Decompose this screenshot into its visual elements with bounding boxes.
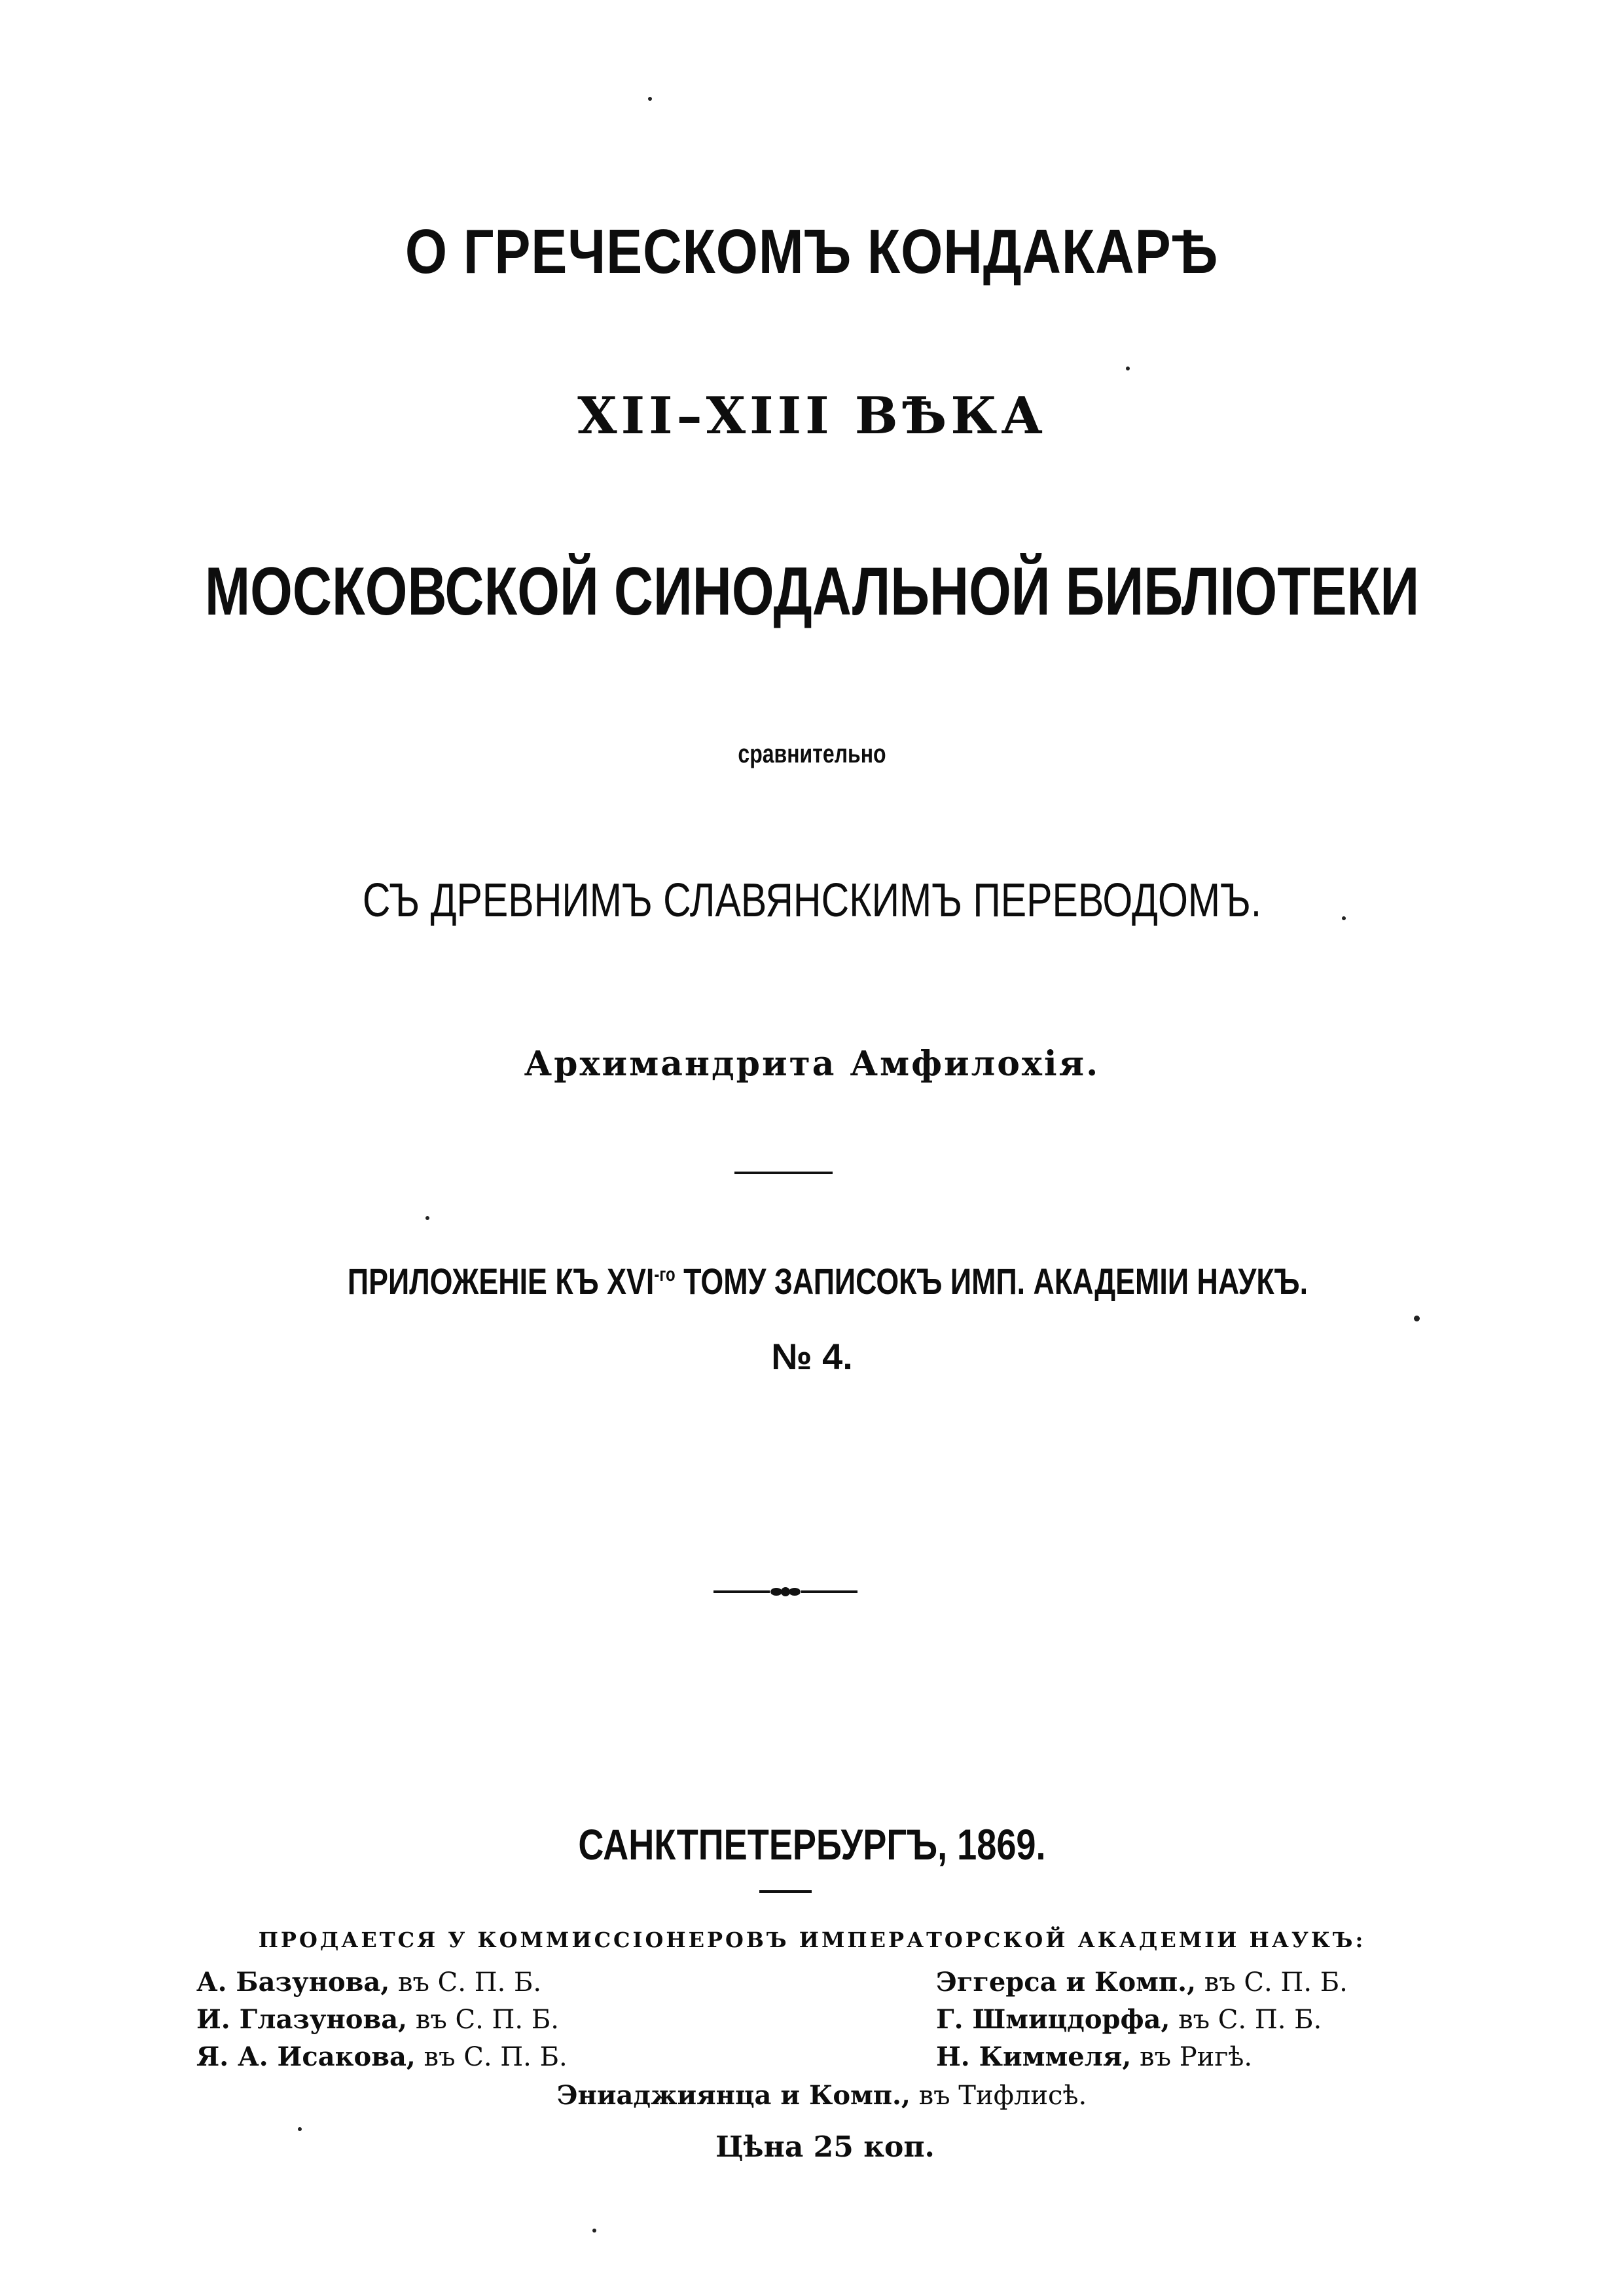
ornament-divider-icon xyxy=(713,1584,857,1600)
seller-name: Н. Киммеля, xyxy=(936,2041,1132,2072)
scan-speck xyxy=(298,2127,302,2131)
scan-speck xyxy=(425,1216,429,1220)
seller-place: въ С. П. Б. xyxy=(415,2042,568,2072)
seller-place: въ Тифлисѣ. xyxy=(910,2081,1087,2111)
seller-entry xyxy=(196,2004,559,2035)
imprint-rule xyxy=(759,1890,812,1893)
scan-speck xyxy=(592,2229,596,2233)
seller-entry xyxy=(196,1967,541,1998)
seller-entry xyxy=(936,2041,1252,2072)
appendix-suffix: -го xyxy=(654,1264,676,1285)
scan-speck xyxy=(648,97,652,101)
appendix-prefix: ПРИЛОЖЕНІЕ КЪ XVI xyxy=(347,1261,655,1302)
seller-place: въ С. П. Б. xyxy=(1196,1967,1348,1998)
title-line-4: сравнительно xyxy=(738,740,886,768)
seller-entry xyxy=(936,2004,1322,2035)
scan-speck xyxy=(1126,367,1130,370)
seller-place: въ С. П. Б. xyxy=(1170,2005,1322,2035)
title-line-3: МОСКОВСКОЙ СИНОДАЛЬНОЙ БИБЛІОТЕКИ xyxy=(204,554,1420,630)
imprint-place-year: САНКТПЕТЕРБУРГЪ, 1869. xyxy=(578,1820,1046,1869)
scan-speck xyxy=(1342,916,1346,920)
title-line-2: XII–XIII ВѢКА xyxy=(577,386,1047,446)
seller-name: Эниаджиянца и Комп., xyxy=(556,2080,911,2111)
seller-entry xyxy=(936,1967,1348,1998)
divider-rule xyxy=(734,1172,833,1174)
title-line-1: О ГРЕЧЕСКОМЪ КОНДАКАРѢ xyxy=(405,217,1219,287)
seller-name: Г. Шмицдорфа, xyxy=(936,2004,1170,2035)
seller-entry-center xyxy=(0,2080,1624,2111)
seller-name: И. Глазунова, xyxy=(196,2004,408,2035)
title-line-5: СЪ ДРЕВНИМЪ СЛАВЯНСКИМЪ ПЕРЕВОДОМЪ. xyxy=(362,874,1262,927)
author-line: Архимандрита Амфилохія. xyxy=(524,1044,1100,1084)
seller-place: въ С. П. Б. xyxy=(389,1967,542,1998)
appendix-line xyxy=(162,1260,1462,1302)
seller-name: А. Базунова, xyxy=(196,1967,390,1998)
appendix-number: № 4. xyxy=(771,1336,853,1377)
appendix-rest: ТОМУ ЗАПИСОКЪ ИМП. АКАДЕМІИ НАУКЪ. xyxy=(675,1261,1308,1302)
seller-entry xyxy=(196,2041,568,2072)
seller-name: Я. А. Исакова, xyxy=(196,2041,416,2072)
seller-name: Эггерса и Комп., xyxy=(936,1967,1196,1998)
seller-place: въ Ригѣ. xyxy=(1131,2042,1253,2072)
seller-place: въ С. П. Б. xyxy=(407,2005,559,2035)
scan-speck xyxy=(1414,1316,1420,1321)
sold-by-line: ПРОДАЕТСЯ У КОММИССІОНЕРОВЪ ИМПЕРАТОРСКОЙ АКАДЕМІИ НАУКЪ: xyxy=(258,1928,1366,1952)
price-line: Цѣна 25 коп. xyxy=(715,2130,935,2164)
